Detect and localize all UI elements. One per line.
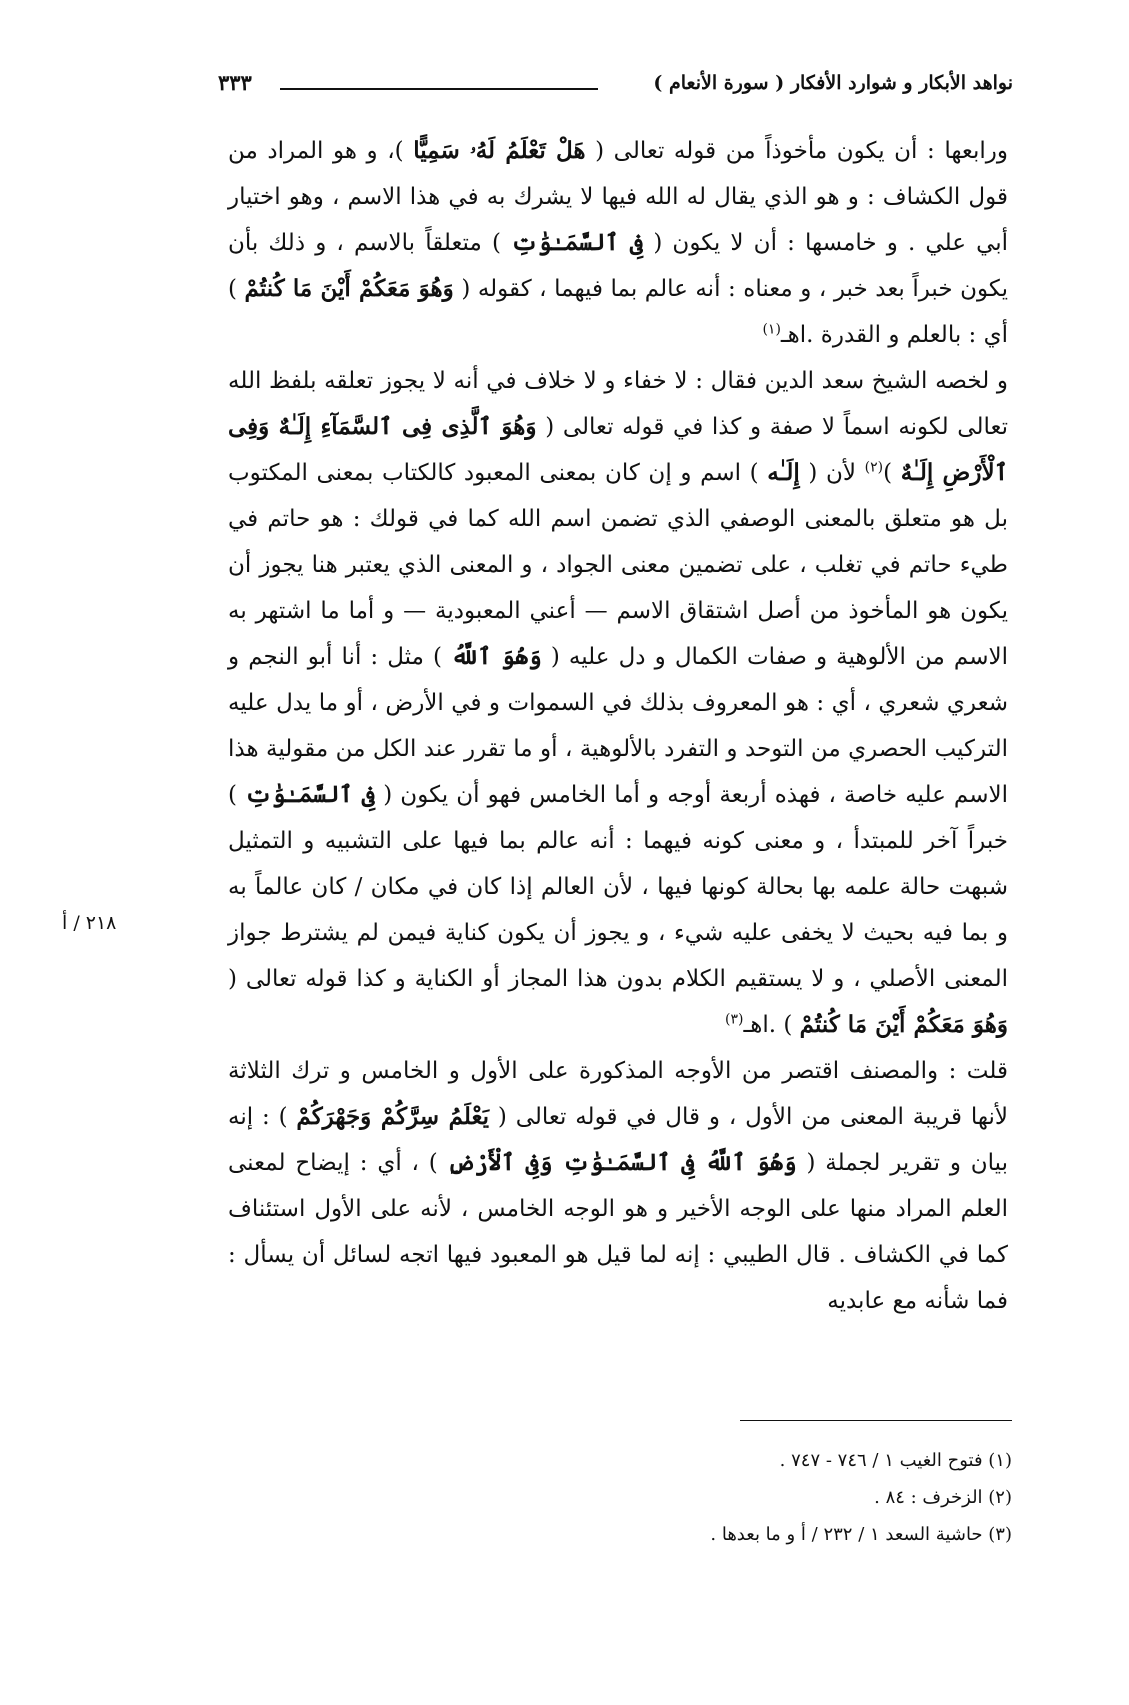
- text-run: ): [883, 460, 893, 486]
- quran-quote: وَهُوَ مَعَكُمْ أَيْنَ مَا كُنتُمْ: [244, 275, 454, 302]
- text-run: و لخصه الشيخ سعد الدين فقال : لا خفاء و لا خلاف في أنه لا يجوز تعلقه بلفظ الله تعالى لكونه اسماً لا صفة و كذا في قوله تعالى (: [228, 368, 1008, 440]
- quran-quote: يَعْلَمُ سِرَّكُمْ وَجَهْرَكُمْ: [296, 1103, 490, 1130]
- header-rule: [280, 88, 598, 90]
- quran-quote: وَهُوَ ٱلَّذِى فِى ٱلسَّمَآءِ إِلَـٰهٌ وَفِى ٱلْأَرْضِ إِلَـٰهٌ: [228, 413, 1009, 486]
- text-run: ) أي : بالعلم و القدرة .اهـ: [228, 276, 1008, 348]
- text-run: )، و هو المراد من قول الكشاف : و هو الذي يقال له الله فيها لا يشرك به في هذا الاسم ، وهو اختيار أبي علي . و خامسها : أن لا يكون (: [228, 138, 1009, 256]
- quran-quote: هَلْ تَعْلَمُ لَهُۥ سَمِيًّا: [413, 137, 586, 164]
- text-run: قلت : والمصنف اقتصر من الأوجه المذكورة على الأول و الخامس و ترك الثلاثة لأنها قريبة المعنى من الأول ، و قال في قوله تعالى (: [228, 1058, 1009, 1130]
- text-run: ) : إنه بيان و تقرير لجملة (: [228, 1104, 1009, 1176]
- quran-quote: وَهُوَ ٱللَّهُ: [451, 643, 542, 670]
- quran-quote: فِى ٱلسَّمَـٰوَٰتِ: [245, 781, 376, 808]
- quran-quote: وَهُوَ ٱللَّهُ فِى ٱلسَّمَـٰوَٰتِ وَفِى ٱلْأَرْضِ: [447, 1149, 797, 1176]
- text-run: ) متعلقاً بالاسم ، و ذلك بأن يكون خبراً بعد خبر ، و معناه : أنه عالم بما فيهما ، كقوله (: [228, 230, 1009, 302]
- text-run: ورابعها : أن يكون مأخوذاً من قوله تعالى (: [595, 138, 1009, 164]
- text-run: ) خبراً آخر للمبتدأ ، و معنى كونه فيهما : أنه عالم بما فيها على التشبيه و التمثيل شبهت حالة علمه بها بحالة كونها فيها ، لأن العالم إذا كان في مكان / كان عالماً به و بما فيه بحيث لا يخفى عليه شيء ، و يجوز أن يكون كناية فيمن لم يشترط جواز المعنى الأصلي ، و لا يستقيم الكلام بدون هذا المجاز أو الكناية و كذا قوله تعالى (: [228, 782, 1008, 992]
- page-number: ٣٣٣: [218, 70, 252, 95]
- footnote-separator: [740, 1420, 1012, 1421]
- footnote-ref: (٢): [864, 459, 884, 476]
- quran-quote: وَهُوَ مَعَكُمْ أَيْنَ مَا كُنتُمْ: [799, 1011, 1008, 1038]
- paragraph-1: [228, 128, 1008, 358]
- footnote-ref: (١): [762, 321, 781, 338]
- text-run: ) مثل : أنا أبو النجم و شعري شعري ، أي : هو المعروف بذلك في السموات و في الأرض ، أو ما يدل عليه التركيب الحصري من التوحد و التفرد بالألوهية ، أو ما تقرر عند الكل من مقولية هذا الاسم عليه خاصة ، فهذه أربعة أوجه و أما الخامس فهو أن يكون (: [228, 644, 1009, 808]
- paragraph-3: [228, 1048, 1008, 1324]
- footnote-3: (٣) حاشية السعد ١ / ٢٣٢ / أ و ما بعدها .: [710, 1524, 1012, 1545]
- header-title: نواهد الأبكار و شوارد الأفكار ( سورة الأنعام ): [653, 72, 1013, 94]
- footnote-ref: (٣): [725, 1011, 744, 1028]
- text-run: ) .اهـ: [743, 1012, 793, 1038]
- main-text: [228, 128, 1008, 1324]
- quran-quote: فِى ٱلسَّمَـٰوَٰتِ: [511, 229, 644, 256]
- footnote-2: (٢) الزخرف : ٨٤ .: [874, 1487, 1012, 1508]
- footnotes: [700, 1442, 1012, 1553]
- quran-quote: إِلَـٰه: [767, 459, 800, 486]
- text-run: ) اسم و إن كان بمعنى المعبود كالكتاب بمعنى المكتوب بل هو متعلق بالمعنى الوصفي الذي تضمن اسم الله كما في قولك : هو حاتم في طيء حاتم في تغلب ، على تضمين معنى الجواد ، و المعنى الذي يعتبر هنا يجوز أن يكون هو المأخوذ من أصل اشتقاق الاسم — أعني المعبودية — و أما ما اشتهر به الاسم من الألوهية و صفات الكمال و دل عليه (: [228, 460, 1009, 670]
- text-run: لأن (: [808, 460, 857, 486]
- footnote-1: (١) فتوح الغيب ١ / ٧٤٦ - ٧٤٧ .: [779, 1450, 1012, 1471]
- running-header: [218, 66, 1013, 106]
- text-run: ) ، أي : إيضاح لمعنى العلم المراد منها على الوجه الأخير و هو الوجه الخامس ، لأنه على الأول استئناف كما في الكشاف . قال الطيبي : إنه لما قيل هو المعبود فيها اتجه لسائل أن يسأل : فما شأنه مع عابديه: [228, 1150, 1008, 1314]
- paragraph-2: [228, 358, 1008, 1048]
- margin-folio-note: ٢١٨ / أ: [62, 912, 117, 934]
